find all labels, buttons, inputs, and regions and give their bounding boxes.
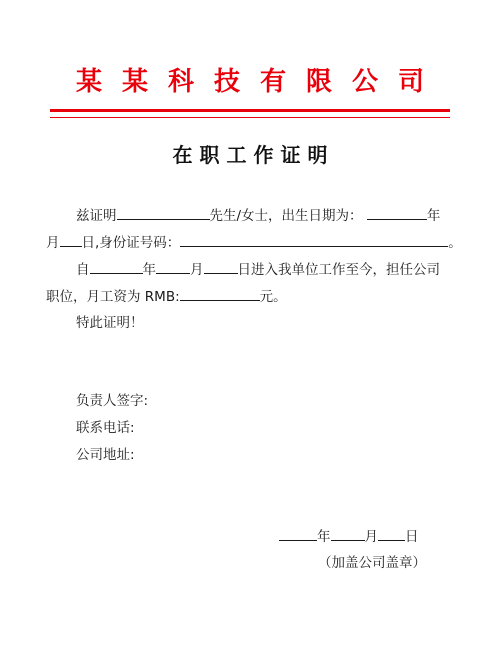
body-line-1 — [76, 205, 440, 226]
phone-label: 联系电话: — [76, 420, 135, 436]
start-day-blank[interactable] — [204, 259, 238, 274]
signer-label: 负责人签字: — [76, 393, 149, 409]
header-rule-thick — [50, 109, 450, 112]
sign-month-blank[interactable] — [331, 526, 365, 541]
document-title: 在职工作证明 — [172, 143, 335, 167]
start-year-blank[interactable] — [90, 259, 143, 274]
sign-year-blank[interactable] — [279, 526, 317, 541]
id-number-blank[interactable] — [180, 232, 448, 247]
name-blank[interactable] — [117, 205, 210, 220]
text-month: 月 — [46, 235, 60, 251]
text-sign-day: 日 — [405, 529, 419, 545]
start-month-blank[interactable] — [156, 259, 190, 274]
text-gender-birth: 先生/女士，出生日期为： — [209, 208, 363, 224]
body-line-2 — [46, 232, 462, 253]
sign-day-blank[interactable] — [378, 526, 405, 541]
text-start-year: 年 — [142, 262, 156, 278]
birth-month-blank[interactable] — [60, 232, 82, 247]
text-certify: 兹证明 — [76, 208, 117, 224]
text-sign-month: 月 — [364, 529, 378, 545]
text-start-month: 月 — [190, 262, 204, 278]
text-from: 自 — [76, 262, 90, 278]
body-line-4 — [46, 286, 287, 307]
salary-blank[interactable] — [180, 286, 260, 301]
company-name: 某某科技有限公司 — [75, 67, 444, 97]
address-label: 公司地址: — [76, 447, 135, 463]
birth-year-blank[interactable] — [367, 205, 427, 220]
text-period: 。 — [448, 235, 462, 251]
text-year: 年 — [426, 208, 441, 224]
text-join: 日进入我单位工作至今，担任公司 — [237, 262, 440, 278]
body-line-3 — [76, 259, 440, 280]
text-yuan: 元。 — [259, 289, 287, 305]
header-rule-thin — [50, 117, 450, 118]
seal-note: （加盖公司盖章） — [318, 555, 426, 571]
text-day-id: 日,身份证号码： — [81, 235, 181, 251]
text-sign-year: 年 — [317, 529, 331, 545]
footer-date — [279, 526, 419, 547]
text-position-salary: 职位，月工资为 RMB: — [46, 289, 180, 305]
body-line-5: 特此证明！ — [76, 315, 144, 331]
